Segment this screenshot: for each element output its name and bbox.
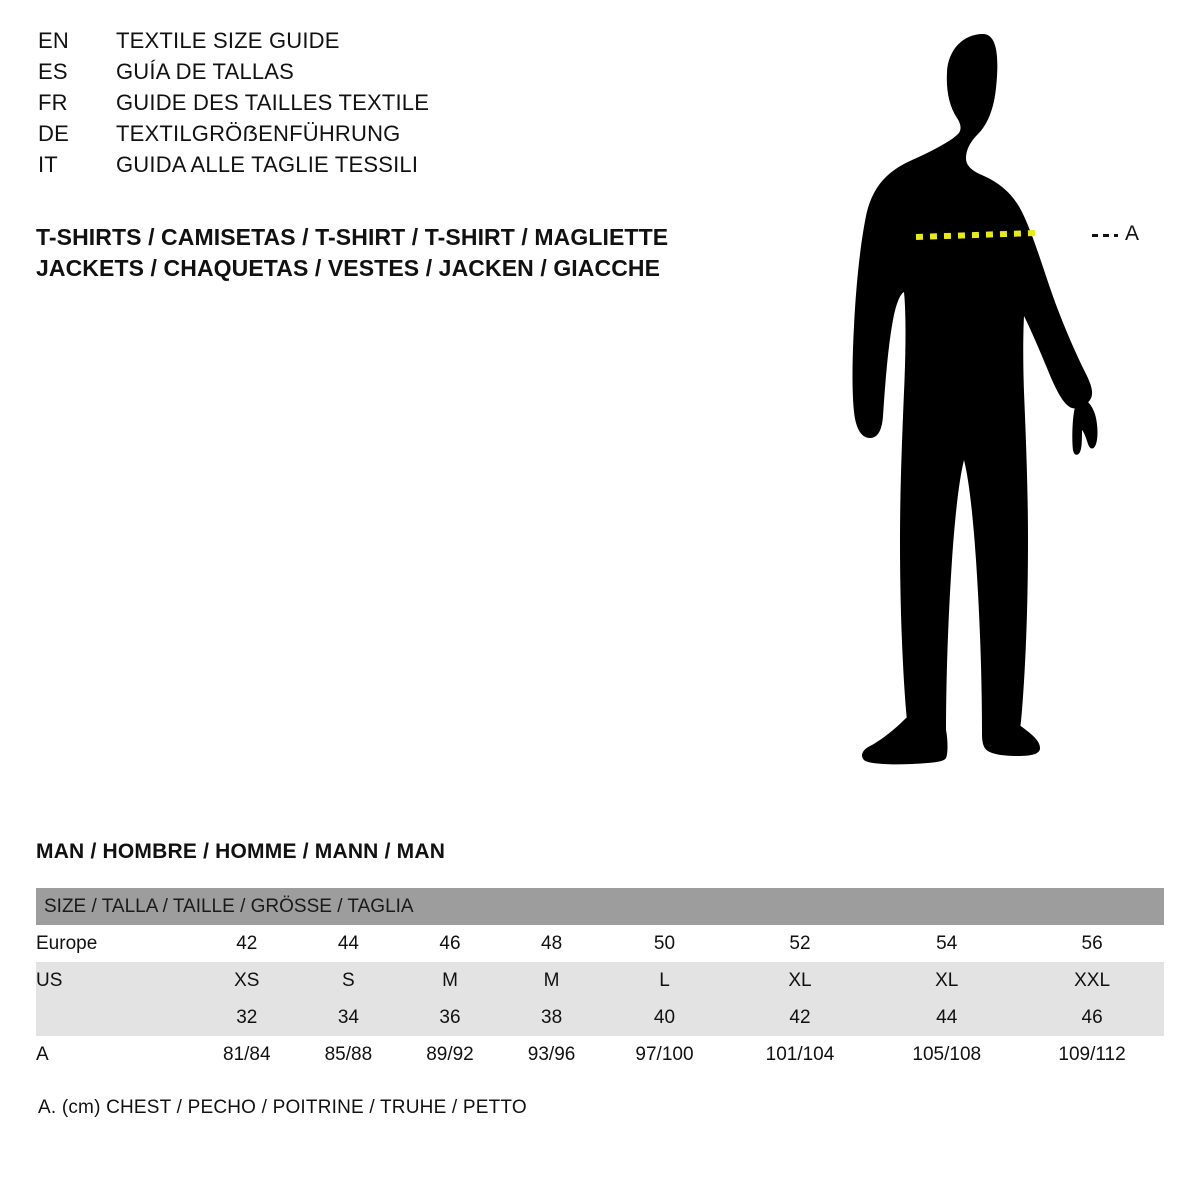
language-text: TEXTILGRÖẞENFÜHRUNG: [116, 121, 401, 146]
table-cell: XXL: [1020, 962, 1164, 999]
language-code: DE: [38, 121, 69, 146]
language-row: [38, 28, 738, 59]
table-cell: 40: [602, 999, 726, 1036]
table-cell: XL: [873, 962, 1020, 999]
table-cell: 44: [873, 999, 1020, 1036]
row-label: [36, 999, 196, 1036]
table-cell: 85/88: [298, 1036, 400, 1073]
table-cell: XL: [727, 962, 874, 999]
row-label: Europe: [36, 925, 196, 962]
table-cell: 56: [1020, 925, 1164, 962]
table-cell: 93/96: [501, 1036, 603, 1073]
table-header-row: [36, 888, 1164, 925]
table-cell: 42: [727, 999, 874, 1036]
language-header: [38, 28, 738, 183]
table-cell: M: [399, 962, 501, 999]
table-cell: 32: [196, 999, 298, 1036]
table-row: [36, 1036, 1164, 1073]
language-row: [38, 90, 738, 121]
table-cell: 46: [399, 925, 501, 962]
garment-categories: [36, 222, 668, 284]
table-cell: 109/112: [1020, 1036, 1164, 1073]
language-text: GUIDA ALLE TAGLIE TESSILI: [116, 152, 419, 177]
measure-label-a: A: [1125, 222, 1140, 245]
table-cell: 34: [298, 999, 400, 1036]
table-cell: 105/108: [873, 1036, 1020, 1073]
footnote-chest: A. (cm) CHEST / PECHO / POITRINE / TRUHE / PETTO: [38, 1097, 527, 1118]
section-title-man: MAN / HOMBRE / HOMME / MANN / MAN: [36, 840, 446, 863]
table-cell: 97/100: [602, 1036, 726, 1073]
language-text: GUÍA DE TALLAS: [116, 59, 295, 84]
table-cell: 44: [298, 925, 400, 962]
table-cell: S: [298, 962, 400, 999]
row-label: A: [36, 1036, 196, 1073]
table-cell: 81/84: [196, 1036, 298, 1073]
language-text: TEXTILE SIZE GUIDE: [116, 28, 340, 53]
table-row: [36, 925, 1164, 962]
table-cell: 52: [727, 925, 874, 962]
table-header-label: SIZE / TALLA / TAILLE / GRÖSSE / TAGLIA: [36, 888, 1164, 925]
table-cell: 36: [399, 999, 501, 1036]
chest-measure-line: [916, 233, 1035, 237]
garment-line-jackets: JACKETS / CHAQUETAS / VESTES / JACKEN / GIACCHE: [36, 255, 661, 281]
language-row: [38, 152, 738, 183]
table-cell: L: [602, 962, 726, 999]
language-text: GUIDE DES TAILLES TEXTILE: [116, 90, 430, 115]
table-cell: 89/92: [399, 1036, 501, 1073]
row-label: US: [36, 962, 196, 999]
table-cell: 42: [196, 925, 298, 962]
table-cell: 38: [501, 999, 603, 1036]
table-cell: M: [501, 962, 603, 999]
garment-line-tshirts: T-SHIRTS / CAMISETAS / T-SHIRT / T-SHIRT / MAGLIETTE: [36, 224, 669, 250]
table-cell: 54: [873, 925, 1020, 962]
table-cell: 101/104: [727, 1036, 874, 1073]
language-row: [38, 121, 738, 152]
male-silhouette-icon: [820, 20, 1180, 800]
table-row: [36, 962, 1164, 999]
size-table: [36, 888, 1164, 1073]
body-silhouette-figure: [820, 20, 1180, 800]
language-code: ES: [38, 59, 68, 84]
table-cell: 50: [602, 925, 726, 962]
measure-leader-dashes: [1092, 234, 1118, 237]
language-code: EN: [38, 28, 69, 53]
table-row: [36, 999, 1164, 1036]
table-cell: 46: [1020, 999, 1164, 1036]
language-code: FR: [38, 90, 68, 115]
table-cell: 48: [501, 925, 603, 962]
language-row: [38, 59, 738, 90]
table-cell: XS: [196, 962, 298, 999]
language-code: IT: [38, 152, 58, 177]
